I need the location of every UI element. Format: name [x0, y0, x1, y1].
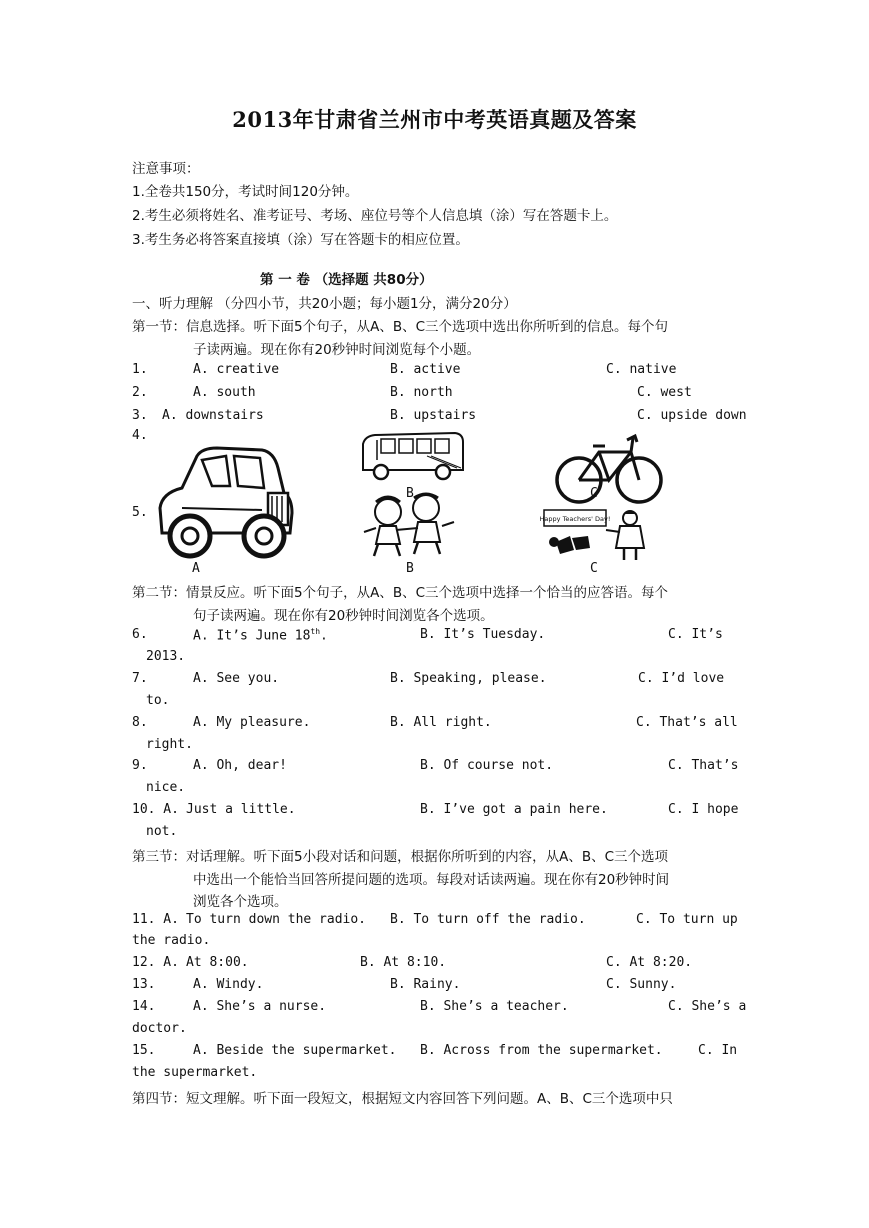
notice-item-1: 1.全卷共150分，考试时间120分钟。	[132, 184, 359, 200]
section2-line1: 第二节：情景反应。听下面5个句子，从A、B、C三个选项中选择一个恰当的应答语。每个	[132, 585, 669, 601]
q14-wrap: doctor.	[132, 1021, 187, 1036]
q13-option-b: B. Rainy.	[390, 977, 461, 992]
children-image	[360, 492, 458, 562]
q15-option-b: B. Across from the supermarket.	[420, 1043, 663, 1058]
q15-option-c: C. In	[698, 1043, 738, 1058]
q14-option-a: A. She’s a nurse.	[193, 999, 327, 1014]
q15-option-a: A. Beside the supermarket.	[193, 1043, 397, 1058]
q10-option-a: Just a little.	[186, 802, 296, 817]
volume-heading: 第 一 卷 （选择题 共80分）	[260, 272, 433, 288]
q8-wrap: right.	[146, 737, 193, 752]
q8-num: 8.	[132, 715, 148, 730]
q13-option-a: A. Windy.	[193, 977, 264, 992]
q7-option-c: C. I’d love	[638, 671, 725, 686]
q7-option-b: B. Speaking, please.	[390, 671, 547, 686]
q12-option-b: B. At 8:10.	[360, 955, 447, 970]
q15-num: 15.	[132, 1043, 156, 1058]
q12-option-c: C. At 8:20.	[606, 955, 693, 970]
q5-option-b-label: B	[406, 561, 414, 576]
part1-heading: 一、听力理解 （分四小节，共20小题；每小题1分，满分20分）	[132, 296, 517, 312]
q3-option-b: B. upstairs	[390, 408, 477, 423]
q9-num: 9.	[132, 758, 148, 773]
q2-option-b: B. north	[390, 385, 453, 400]
q2-option-c: C. west	[637, 385, 692, 400]
section1-line2: 子读两遍。现在你有20秒钟时间浏览每个小题。	[193, 342, 481, 358]
q6-option-b: B. It’s Tuesday.	[420, 627, 546, 642]
q7-wrap: to.	[146, 693, 170, 708]
q10-option-b: B. I’ve got a pain here.	[420, 802, 608, 817]
q13-num: 13.	[132, 977, 156, 992]
q11-option-c: C. To turn up	[636, 912, 738, 927]
q5-option-a-label: A	[192, 561, 200, 576]
q2-num: 2.	[132, 385, 148, 400]
q2-option-a: A. south	[193, 385, 256, 400]
q5-option-c-label: C	[590, 561, 598, 576]
q7-num: 7.	[132, 671, 148, 686]
q11-option-b: B. To turn off the radio.	[390, 912, 586, 927]
q9-option-c: C. That’s	[668, 758, 739, 773]
teachers-day-image	[540, 506, 652, 562]
q1-option-b: B. active	[390, 362, 461, 377]
q8-option-a: A. My pleasure.	[193, 715, 311, 730]
section2-line2: 句子读两遍。现在你有20秒钟时间浏览各个选项。	[193, 608, 494, 624]
q6-num: 6.	[132, 627, 148, 642]
section3-line3: 浏览各个选项。	[193, 894, 288, 910]
q5-num: 5.	[132, 505, 148, 520]
q1-option-a: A. creative	[193, 362, 280, 377]
q4-option-c-label: C	[590, 486, 598, 501]
q9-wrap: nice.	[146, 780, 186, 795]
q8-option-c: C. That’s all	[636, 715, 738, 730]
q11-option-a: To turn down the radio.	[186, 912, 367, 927]
q11-wrap: the radio.	[132, 933, 211, 948]
q14-num: 14.	[132, 999, 156, 1014]
q15-wrap: the supermarket.	[132, 1065, 258, 1080]
q14-option-c: C. She’s a	[668, 999, 747, 1014]
q7-option-a: A. See you.	[193, 671, 280, 686]
q10-option-c: C. I hope	[668, 802, 739, 817]
q6-wrap: 2013.	[146, 649, 186, 664]
q3-option-c: C. upside down	[637, 408, 747, 423]
q1-option-c: C. native	[606, 362, 677, 377]
q12-option-a: At 8:00.	[186, 955, 249, 970]
q4-num: 4.	[132, 428, 148, 443]
section4-line1: 第四节：短文理解。听下面一段短文，根据短文内容回答下列问题。A、B、C三个选项中只	[132, 1091, 673, 1107]
notice-heading: 注意事项：	[132, 161, 200, 177]
notice-item-2: 2.考生必须将姓名、准考证号、考场、座位号等个人信息填（涂）写在答题卡上。	[132, 208, 618, 224]
notice-item-3: 3.考生务必将答案直接填（涂）写在答题卡的相应位置。	[132, 232, 469, 248]
section1-line1: 第一节：信息选择。听下面5个句子，从A、B、C三个选项中选出你所听到的信息。每个句	[132, 319, 669, 335]
q1-num: 1.	[132, 362, 148, 377]
q10-wrap: not.	[146, 824, 178, 839]
bicycle-image	[553, 428, 665, 508]
q6-option-c: C. It’s	[668, 627, 723, 642]
q9-option-b: B. Of course not.	[420, 758, 554, 773]
car-image	[152, 438, 297, 563]
q10-num: 10. A.	[132, 802, 179, 817]
q13-option-c: C. Sunny.	[606, 977, 677, 992]
q3-option-a: A. downstairs	[162, 408, 264, 423]
q14-option-b: B. She’s a teacher.	[420, 999, 569, 1014]
q6-option-a: A. It’s June 18th.	[193, 627, 328, 644]
q3-num: 3.	[132, 408, 148, 423]
q11-num: 11. A.	[132, 912, 179, 927]
q12-num: 12. A.	[132, 955, 179, 970]
bus-image	[357, 430, 467, 485]
section3-line1: 第三节：对话理解。听下面5小段对话和问题，根据你所听到的内容，从A、B、C三个选项	[132, 849, 669, 865]
q9-option-a: A. Oh, dear!	[193, 758, 287, 773]
section3-line2: 中选出一个能恰当回答所提问题的选项。每段对话读两遍。现在你有20秒钟时间	[193, 872, 670, 888]
page-title: 2013年甘肃省兰州市中考英语真题及答案	[232, 107, 637, 132]
q4-option-b-label: B	[406, 486, 414, 501]
card-text: Happy Teachers' Day!	[539, 515, 611, 523]
q8-option-b: B. All right.	[390, 715, 492, 730]
